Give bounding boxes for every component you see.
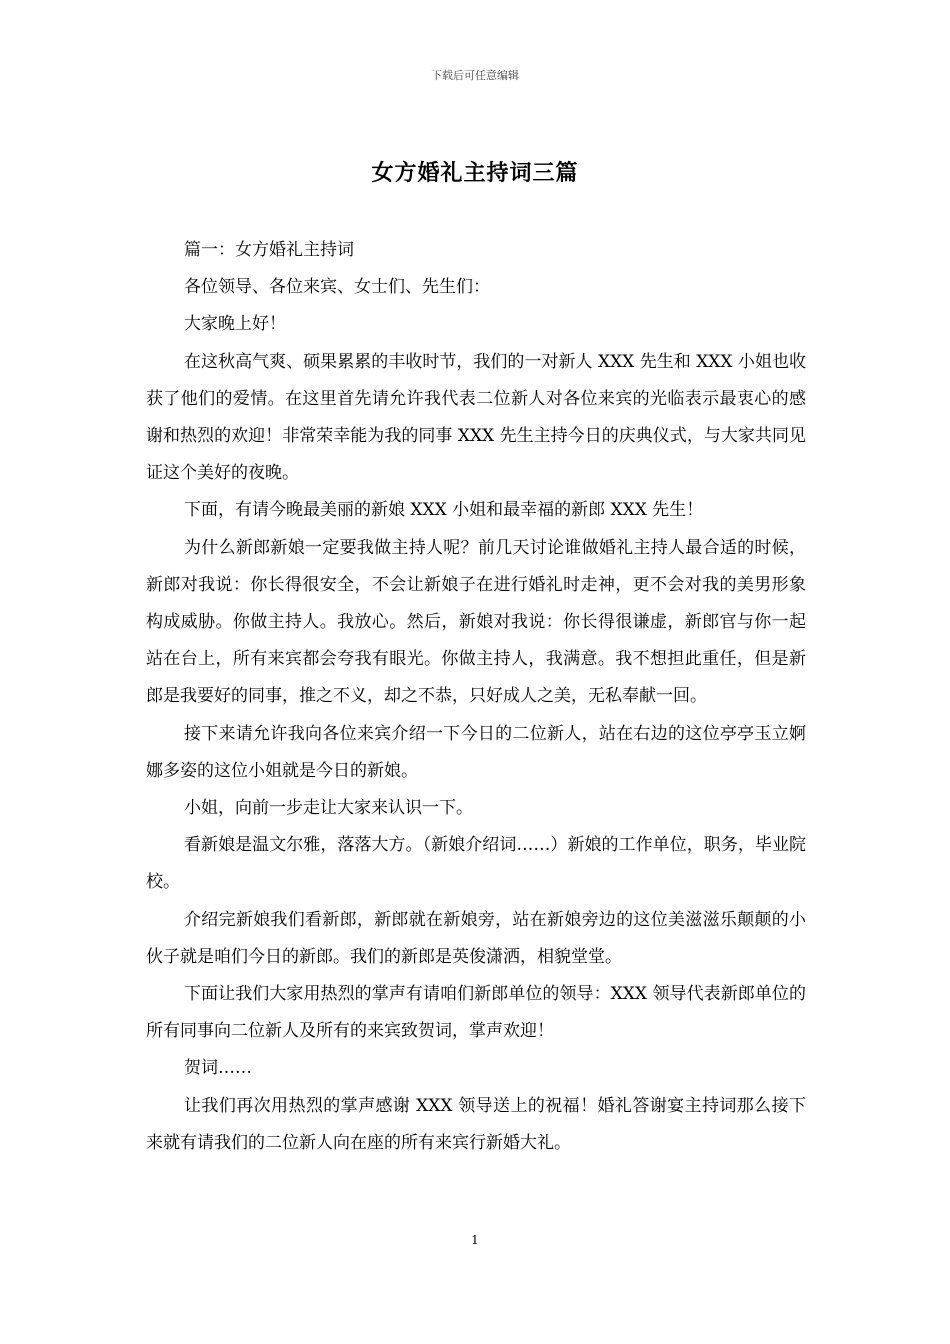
paragraph: 下面让我们大家用热烈的掌声有请咱们新郎单位的领导：XXX 领导代表新郎单位的所有同事向二位新人及所有的来宾致贺词，掌声欢迎！ bbox=[146, 984, 806, 1042]
page-header-note: 下载后可任意编辑 bbox=[431, 69, 519, 82]
paragraph: 各位领导、各位来宾、女士们、先生们： bbox=[184, 277, 490, 298]
paragraph: 为什么新郎新娘一定要我做主持人呢？前几天讨论谁做婚礼主持人最合适的时候，新郎对我说：你长得很安全，不会让新娘子在进行婚礼时走神，更不会对我的美男形象构成威胁。你做主持人。我放心。然后，新娘对我说：你长得很谦虚，新郎官与你一起站在台上，所有来宾都会夸我有眼光。你做主持人，我满意。我不想担此重任，但是新郎是我要好的同事，推之不义，却之不恭，只好成人之美，无私奉献一回。 bbox=[146, 537, 806, 707]
paragraph: 下面，有请今晚最美丽的新娘 XXX 小姐和最幸福的新郎 XXX 先生！ bbox=[184, 500, 704, 521]
paragraph: 贺词…… bbox=[184, 1058, 252, 1079]
paragraph: 小姐，向前一步走让大家来认识一下。 bbox=[184, 798, 473, 819]
paragraph: 篇一：女方婚礼主持词 bbox=[184, 240, 354, 260]
paragraph: 介绍完新娘我们看新郎，新郎就在新娘旁，站在新娘旁边的这位美滋滋乐颠颠的小伙子就是咱们今日的新郎。我们的新郎是英俊潇洒，相貌堂堂。 bbox=[146, 909, 806, 967]
paragraph: 在这秋高气爽、硕果累累的丰收时节，我们的一对新人 XXX 先生和 XXX 小姐也收获了他们的爱情。在这里首先请允许我代表二位新人对各位来宾的光临表示最衷心的感谢和热烈的欢迎！非常荣幸能为我的同事 XXX 先生主持今日的庆典仪式，与大家共同见证这个美好的夜晚。 bbox=[146, 351, 806, 484]
paragraph: 大家晚上好！ bbox=[184, 314, 286, 335]
paragraph: 接下来请允许我向各位来宾介绍一下今日的二位新人，站在右边的这位亭亭玉立婀娜多姿的这位小姐就是今日的新娘。 bbox=[146, 723, 806, 781]
page-number: 1 bbox=[471, 1233, 479, 1247]
paragraph: 让我们再次用热烈的掌声感谢 XXX 领导送上的祝福！婚礼答谢宴主持词那么接下来就有请我们的二位新人向在座的所有来宾行新婚大礼。 bbox=[146, 1095, 806, 1153]
paragraph: 看新娘是温文尔雅，落落大方。（新娘介绍词……）新娘的工作单位，职务，毕业院校。 bbox=[146, 835, 806, 893]
document-body bbox=[146, 232, 806, 1162]
document-title: 女方婚礼主持词三篇 bbox=[371, 160, 579, 186]
